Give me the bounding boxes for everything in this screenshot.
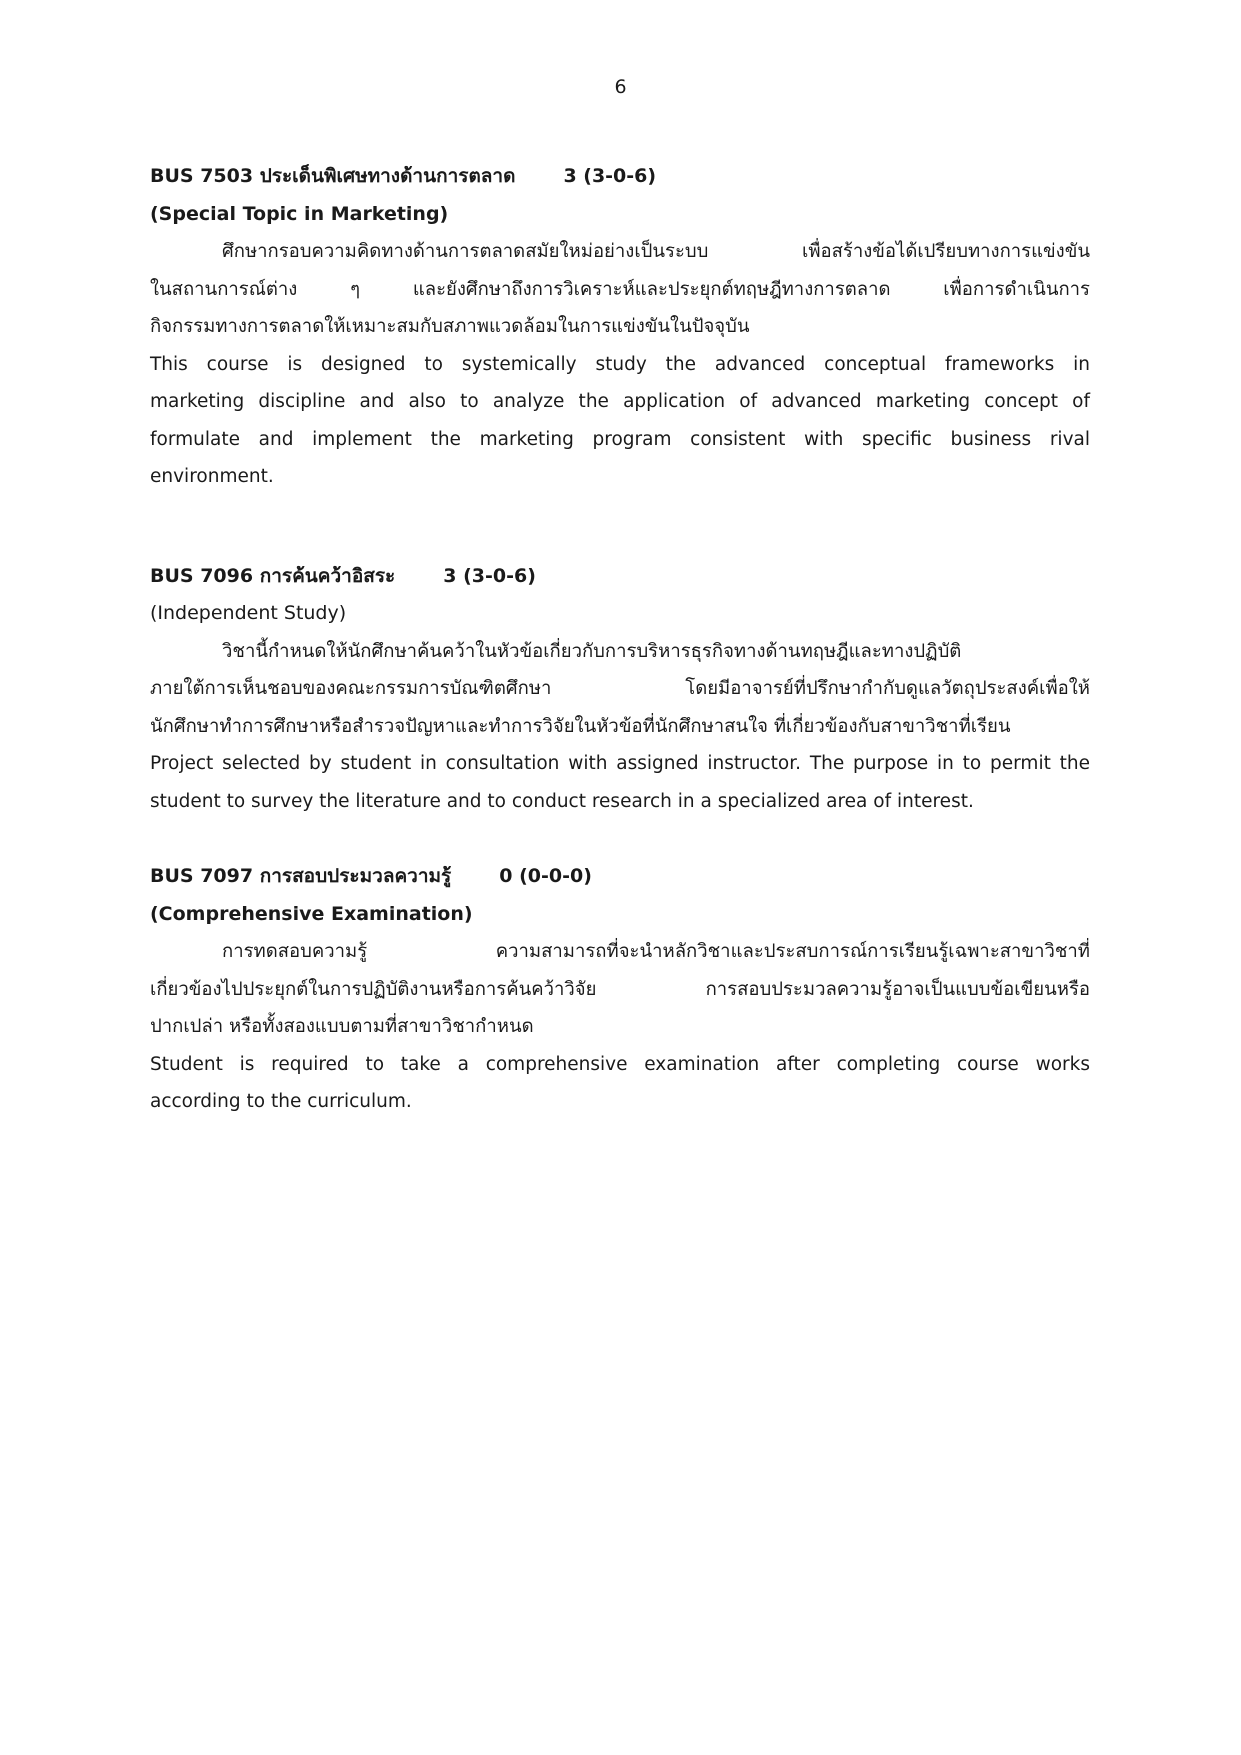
course-heading (150, 858, 1090, 896)
section-spacer (150, 496, 1090, 558)
course-heading (150, 158, 1090, 196)
english-description-line: This course is designed to systemically study the advanced conceptual frameworks in (150, 353, 1090, 375)
thai-description-line: ภายใต้การเห็นชอบของคณะกรรมการบัณฑิตศึกษา โดยมีอาจารย์ที่ปรึกษากำกับดูแลวัตถุประสงค์เพื่อให้ (150, 678, 1090, 699)
course-heading (150, 558, 1090, 596)
course-english-title: (Comprehensive Examination) (150, 902, 473, 925)
english-description-line: environment. (150, 466, 274, 487)
english-description-line: according to the curriculum. (150, 1091, 412, 1112)
thai-description-line: ศึกษากรอบความคิดทางด้านการตลาดสมัยใหม่อย่างเป็นระบบ เพื่อสร้างข้อได้เปรียบทางการแข่งขัน (222, 241, 1090, 262)
thai-description-line: ปากเปล่า หรือทั้งสองแบบตามที่สาขาวิชากำหนด (150, 1016, 534, 1037)
thai-description-line: นักศึกษาทำการศึกษาหรือสำรวจปัญหาและทำการวิจัยในหัวข้อที่นักศึกษาสนใจ ที่เกี่ยวข้องกับสาขาวิชาที่เรียน (150, 715, 1011, 737)
thai-description-line: การทดสอบความรู้ ความสามารถที่จะนำหลักวิชาและประสบการณ์การเรียนรู้เฉพาะสาขาวิชาที่ (222, 941, 1090, 962)
course-code-title: BUS 7503 ประเด็นพิเศษทางด้านการตลาด (150, 165, 516, 187)
thai-description-line: เกี่ยวข้องไปประยุกต์ในการปฏิบัติงานหรือการค้นคว้าวิจัย การสอบประมวลความรู้อาจเป็นแบบข้อเขียนหรือ (150, 978, 1090, 1000)
course-bus-7503 (150, 158, 1090, 496)
english-description-line: student to survey the literature and to conduct research in a specialized area of interest. (150, 790, 974, 812)
course-credits: 0 (0-0-0) (499, 865, 592, 887)
thai-description-line: ในสถานการณ์ต่าง ๆ และยังศึกษาถึงการวิเคราะห์และประยุกต์ทฤษฎีทางการตลาด เพื่อการดำเนินการ (150, 278, 1090, 300)
page-number: 6 (614, 76, 627, 98)
course-code-title: BUS 7097 การสอบประมวลความรู้ (150, 865, 452, 887)
course-credits: 3 (3-0-6) (563, 165, 657, 187)
course-english-title: (Special Topic in Marketing) (150, 202, 449, 225)
thai-description-line: กิจกรรมทางการตลาดให้เหมาะสมกับสภาพแวดล้อมในการแข่งขันในปัจจุบัน (150, 316, 750, 337)
english-description-line: Project selected by student in consultation with assigned instructor. The purpose in to permit the (150, 753, 1090, 774)
thai-description-line: วิชานี้กำหนดให้นักศึกษาค้นคว้าในหัวข้อเกี่ยวกับการบริหารธุรกิจทางด้านทฤษฎีและทางปฏิบัติ (222, 640, 962, 662)
english-description-line: formulate and implement the marketing program consistent with specific business rival (150, 428, 1090, 450)
document-body (150, 158, 1090, 1121)
course-bus-7097 (150, 858, 1090, 1121)
course-english-title: (Independent Study) (150, 602, 347, 624)
course-code-title: BUS 7096 การค้นคว้าอิสระ (150, 564, 396, 587)
english-description-line: marketing discipline and also to analyze the application of advanced marketing concept of (150, 391, 1090, 412)
section-spacer (150, 820, 1090, 858)
course-credits: 3 (3-0-6) (443, 564, 536, 587)
english-description-line: Student is required to take a comprehensive examination after completing course works (150, 1053, 1090, 1075)
course-bus-7096 (150, 558, 1090, 821)
